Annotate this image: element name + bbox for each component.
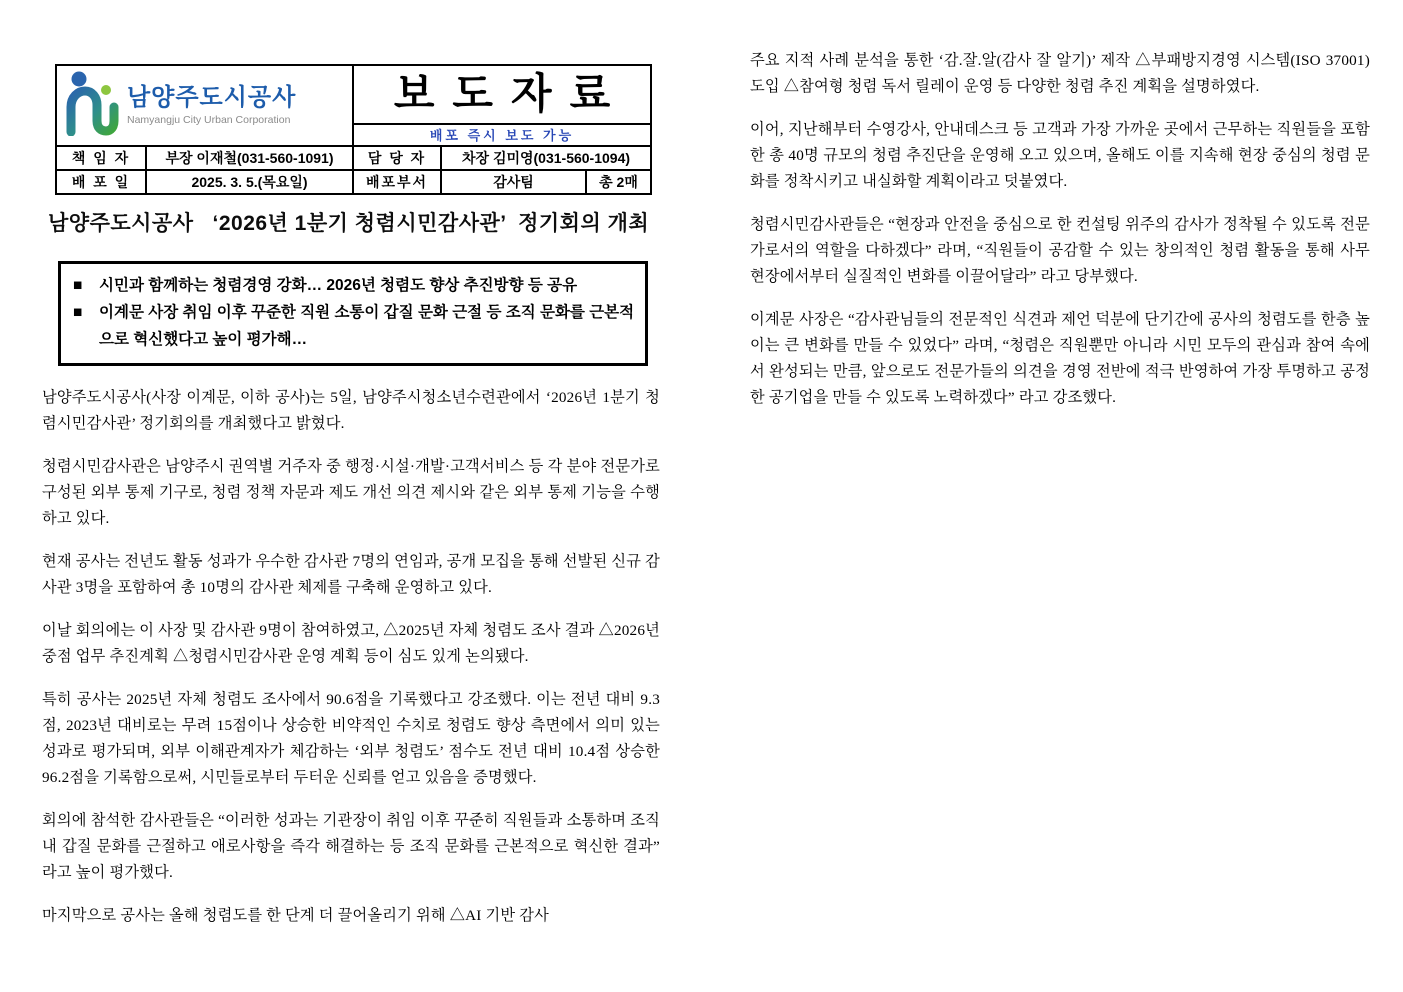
paragraph: 주요 지적 사례 분석을 통한 ‘감.잘.알(감사 잘 알기)’ 제작 △부패방지경영 시스템(ISO 37001) 도입 △참여형 청렴 독서 릴레이 운영 등 다양한 청렴 추진 계획을 설명하였다. (750, 52, 1370, 95)
release-date-label: 배 포 일 (56, 170, 146, 194)
square-bullet-icon: ■ (73, 304, 83, 321)
contact-label: 담 당 자 (353, 146, 441, 170)
logo-text (127, 85, 296, 125)
paragraph: 남양주도시공사(사장 이계문, 이하 공사)는 5일, 남양주시청소년수련관에서 ‘2026년 1분기 청렴시민감사관’ 정기회의를 개최했다고 밝혔다. (42, 389, 660, 432)
page-count: 총 2매 (586, 170, 651, 194)
summary-box (58, 261, 648, 366)
paragraph: 청렴시민감사관들은 “현장과 안전을 중심으로 한 컨설팅 위주의 감사가 정착될 수 있도록 전문가로서의 역할을 다하겠다” 라며, “직원들이 공감할 수 있는 창의적인 청렴 활동을 통해 사무 현장에서부터 실질적인 변화를 이끌어달라” 라고 당부했다. (750, 216, 1370, 285)
department-value: 감사팀 (441, 170, 586, 194)
paragraph: 이어, 지난해부터 수영강사, 안내데스크 등 고객과 가장 가까운 곳에서 근무하는 직원들을 포함한 총 40명 규모의 청렴 추진단을 운영해 오고 있으며, 올해도 이를 지속해 현장 중심의 청렴 문화를 정착시키고 내실화할 계획이라고 덧붙였다. (750, 121, 1370, 190)
release-date-value: 2025. 3. 5.(목요일) (146, 170, 353, 194)
paragraph: 회의에 참석한 감사관들은 “이러한 성과는 기관장이 취임 이후 꾸준히 직원들과 소통하며 조직 내 갑질 문화를 근절하고 애로사항을 즉각 해결하는 등 조직 문화를 근본적으로 혁신한 결과” 라고 높이 평가했다. (42, 812, 660, 881)
square-bullet-icon: ■ (73, 277, 83, 294)
company-logo-icon (63, 70, 119, 141)
paragraph: 이계문 사장은 “감사관님들의 전문적인 식견과 제언 덕분에 단기간에 공사의 청렴도를 한층 높이는 큰 변화를 만들 수 있었다” 라며, “청렴은 직원뿐만 아니라 시민 모두의 관심과 참여 속에서 완성되는 만큼, 앞으로도 전문가들의 의견을 경영 전반에 적극 반영하여 가장 투명하고 공정한 공기업을 만들 수 있도록 노력하겠다” 라고 강조했다. (750, 311, 1370, 406)
summary-bullet (73, 272, 635, 299)
left-column (42, 64, 660, 929)
logo-cell (56, 65, 353, 146)
company-logo (63, 70, 346, 141)
summary-bullet (73, 299, 635, 353)
doc-type-title: 보도자료 (353, 65, 651, 124)
headline: 남양주도시공사 ‘2026년 1분기 청렴시민감사관’ 정기회의 개최 (48, 212, 650, 235)
logo-korean-name: 남양주도시공사 (127, 84, 297, 112)
paragraph: 청렴시민감사관은 남양주시 권역별 거주자 중 행정·시설·개발·고객서비스 등 각 분야 전문가로 구성된 외부 통제 기구로, 청렴 정책 자문과 제도 개선 의견 제시와 같은 외부 통제 기능을 수행하고 있다. (42, 458, 660, 527)
right-column (750, 48, 1370, 428)
logo-english-name: Namyangju City Urban Corporation (127, 113, 291, 126)
paragraph: 마지막으로 공사는 올해 청렴도를 한 단계 더 끌어올리기 위해 △AI 기반 감사 (42, 907, 550, 924)
paragraph: 이날 회의에는 이 사장 및 감사관 9명이 참여하였고, △2025년 자체 청렴도 조사 결과 △2026년 중점 업무 추진계획 △청렴시민감사관 운영 계획 등이 심도 있게 논의됐다. (42, 622, 660, 665)
manager-value: 부장 이재철(031-560-1091) (146, 146, 353, 170)
summary-bullet-text: 시민과 함께하는 청렴경영 강화… 2026년 청렴도 향상 추진방향 등 공유 (99, 277, 578, 294)
article-body-left (42, 385, 660, 929)
paragraph: 특히 공사는 2025년 자체 청렴도 조사에서 90.6점을 기록했다고 강조했다. 이는 전년 대비 9.3점, 2023년 대비로는 무려 15점이나 상승한 비약적인 수치로 청렴도 향상 측면에서 의미 있는 성과로 평가되며, 외부 이해관계자가 체감하는 ‘외부 청렴도’ 점수도 전년 대비 10.4점 상승한 96.2점을 기록함으로써, 시민들로부터 두터운 신뢰를 얻고 있음을 증명했다. (42, 691, 660, 786)
summary-bullet-text: 이계문 사장 취임 이후 꾸준한 직원 소통이 갑질 문화 근절 등 조직 문화를 근본적으로 혁신했다고 높이 평가해… (99, 304, 635, 348)
contact-value: 차장 김미영(031-560-1094) (441, 146, 651, 170)
department-label: 배포부서 (353, 170, 441, 194)
release-note: 배포 즉시 보도 가능 (353, 124, 651, 146)
masthead-table (55, 64, 652, 195)
manager-label: 책 임 자 (56, 146, 146, 170)
paragraph: 현재 공사는 전년도 활동 성과가 우수한 감사관 7명의 연임과, 공개 모집을 통해 선발된 신규 감사관 3명을 포함하여 총 10명의 감사관 체제를 구축해 운영하고 있다. (42, 553, 660, 596)
